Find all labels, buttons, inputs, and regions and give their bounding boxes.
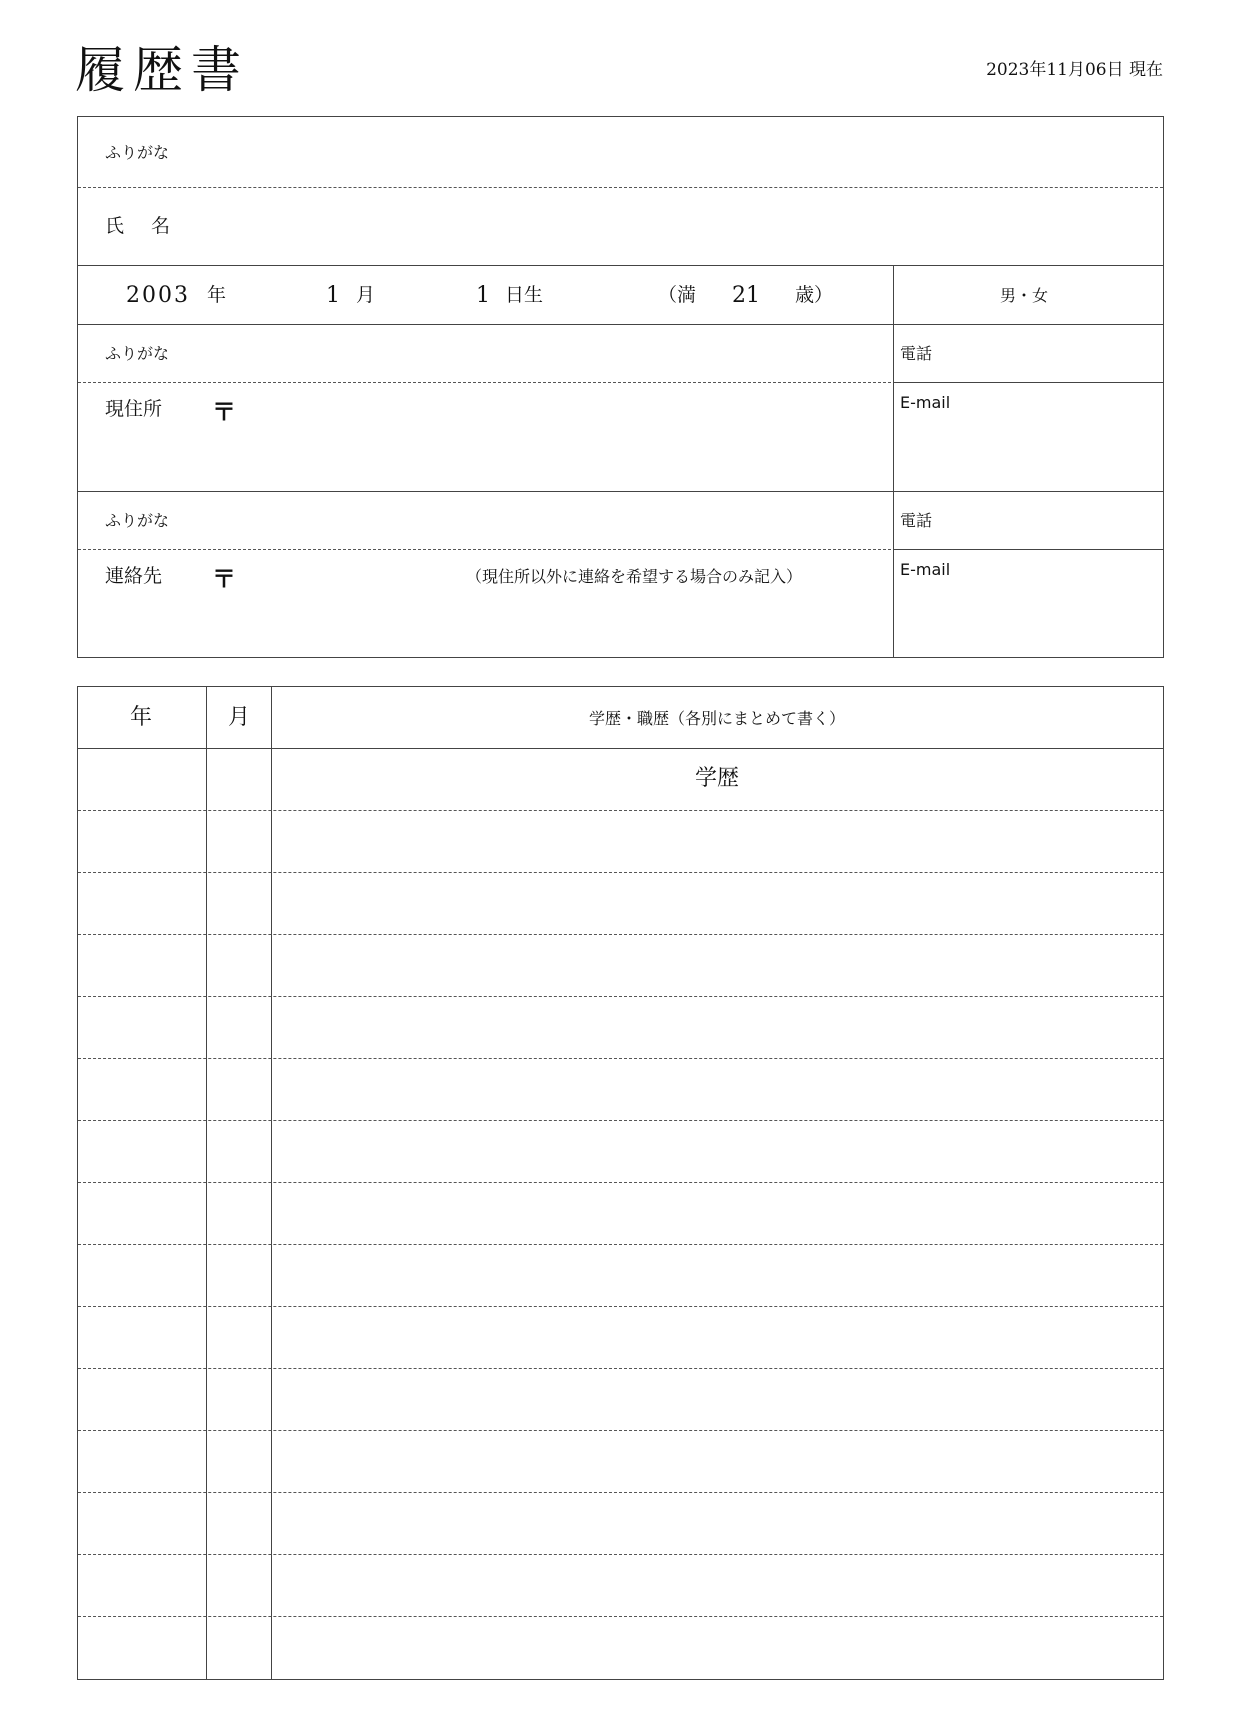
table-row[interactable] bbox=[78, 934, 1163, 935]
table-row[interactable] bbox=[78, 1244, 1163, 1245]
date-current: 2023年11月06日 現在 bbox=[986, 60, 1163, 80]
page-title: 履歴書 bbox=[75, 41, 249, 99]
column-year-header: 年 bbox=[130, 705, 153, 730]
contact-furigana-label: ふりがな bbox=[105, 511, 170, 530]
table-row[interactable] bbox=[78, 1306, 1163, 1307]
birth-day: 1 bbox=[476, 283, 490, 308]
age-value: 21 bbox=[732, 283, 760, 308]
address-label: 現住所 bbox=[105, 398, 163, 420]
name-field[interactable] bbox=[198, 193, 1138, 259]
postal-mark-icon: 〒 bbox=[212, 398, 236, 426]
birth-year: 2003 bbox=[126, 283, 190, 308]
table-row[interactable] bbox=[78, 810, 1163, 811]
age-close: 歳） bbox=[795, 284, 834, 306]
contact-note: （現住所以外に連絡を希望する場合のみ記入） bbox=[466, 567, 803, 586]
contact-postal-mark-icon: 〒 bbox=[212, 565, 236, 593]
column-month-header: 月 bbox=[228, 705, 251, 730]
table-row[interactable] bbox=[78, 1430, 1163, 1431]
birth-month-unit: 月 bbox=[356, 284, 376, 306]
table-row[interactable] bbox=[78, 1554, 1163, 1555]
table-row[interactable] bbox=[78, 1058, 1163, 1059]
table-row[interactable] bbox=[78, 996, 1163, 997]
gender-selector[interactable]: 男・女 bbox=[1000, 286, 1049, 305]
age-open: （満 bbox=[658, 284, 697, 306]
address-phone-label: 電話 bbox=[900, 344, 933, 363]
contact-phone-label: 電話 bbox=[900, 511, 933, 530]
personal-info-table bbox=[77, 116, 1164, 658]
birth-year-unit: 年 bbox=[207, 284, 227, 306]
name-label: 氏 名 bbox=[105, 215, 175, 237]
history-rows bbox=[78, 687, 1163, 1679]
birth-day-unit: 日生 bbox=[505, 284, 544, 306]
contact-email-label: E-mail bbox=[900, 560, 951, 579]
history-table bbox=[77, 686, 1164, 1680]
table-row[interactable] bbox=[78, 1492, 1163, 1493]
table-row[interactable] bbox=[78, 872, 1163, 873]
table-row[interactable] bbox=[78, 1182, 1163, 1183]
table-row[interactable] bbox=[78, 1616, 1163, 1617]
address-furigana-label: ふりがな bbox=[105, 344, 170, 363]
column-content-header: 学歴・職歴（各別にまとめて書く） bbox=[588, 709, 845, 728]
table-row[interactable] bbox=[78, 1120, 1163, 1121]
section-title-education: 学歴 bbox=[694, 766, 739, 791]
address-email-label: E-mail bbox=[900, 393, 951, 412]
address-field[interactable] bbox=[248, 389, 878, 485]
furigana-label: ふりがな bbox=[105, 143, 170, 162]
contact-label: 連絡先 bbox=[105, 565, 163, 587]
birth-month: 1 bbox=[326, 283, 340, 308]
table-row[interactable] bbox=[78, 1368, 1163, 1369]
